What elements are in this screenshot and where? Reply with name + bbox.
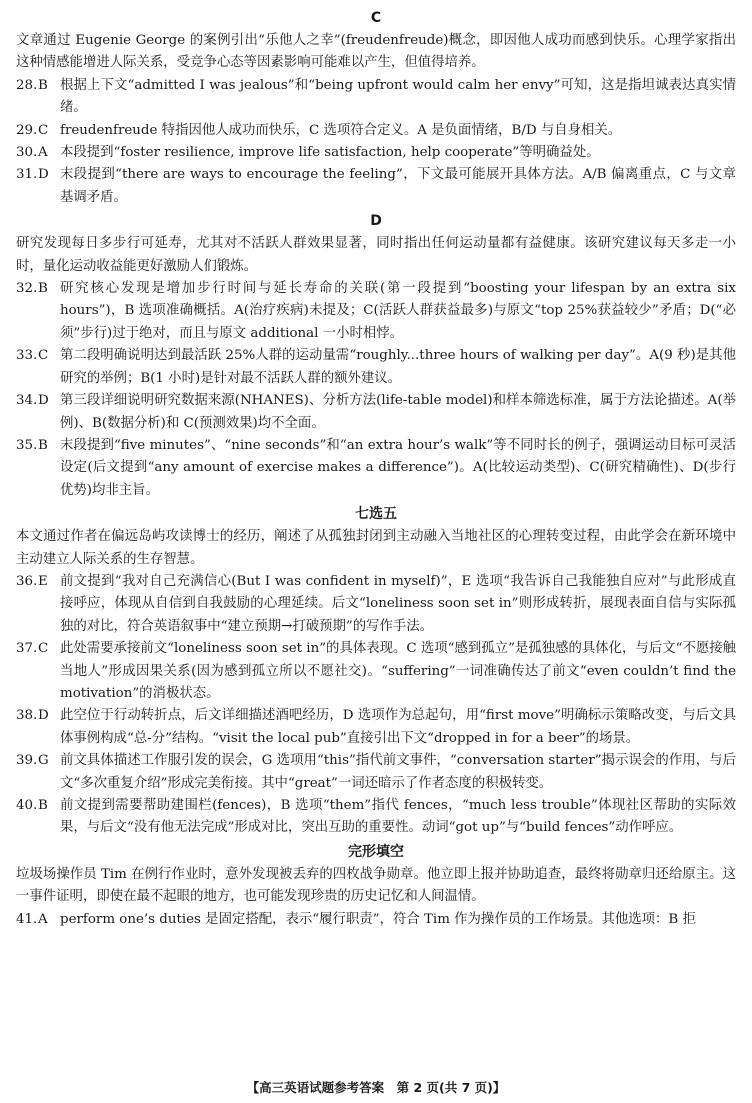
- answer-item: [16, 909, 736, 931]
- explanation-text: 前文提到“我对自己充满信心(But I was confident in myself)”，E 选项“我告诉自己我能独自应对”与此形成直接呼应，体现从自信到自我鼓励的心理延续。后文“loneliness soon set in”则形成转折，展现表面自信与实际孤独的对比，符合英语叙事中“建立预期→打破预期”的写作手法。: [60, 573, 736, 634]
- question-number: 30.: [16, 145, 38, 161]
- answer-letter: C: [38, 348, 49, 364]
- answer-letter: E: [38, 573, 48, 589]
- answer-item: [16, 638, 736, 705]
- answer-item: [16, 435, 736, 502]
- section-summary: 本文通过作者在偏远岛屿攻读博士的经历，阐述了从孤独封闭到主动融入当地社区的心理转变过程，由此学会在新环境中主动建立人际关系的生存智慧。: [16, 529, 736, 567]
- question-label: [16, 164, 60, 209]
- question-label: [16, 909, 60, 931]
- question-number: 35.: [16, 437, 38, 453]
- answer-letter: A: [38, 911, 48, 927]
- page-footer: 【高三英语试题参考答案 第 2 页(共 7 页)】: [246, 1079, 506, 1095]
- section-title: 完形填空: [348, 843, 404, 860]
- explanation-text: 此处需要承接前文“loneliness soon set in”的具体表现。C 选项“感到孤立”是孤独感的具体化，与后文“不愿接触当地人”形成因果关系(因为感到孤立所以不愿社交)。“suffering”一词准确传达了前文“even couldn’t find the motivation”的消极状态。: [60, 641, 737, 701]
- question-number: 38.: [16, 708, 38, 724]
- answer-item: [16, 571, 736, 638]
- explanation-text: 末段提到“five minutes”、“nine seconds”和“an extra hour’s walk”等不同时长的例子，强调运动目标可灵活设定(后文提到“any amount of exercise makes a difference”)。A(比较运动类型)、C(研究精确性)、D(步行优势)均非主旨。: [60, 437, 736, 498]
- question-number: 41.: [16, 911, 38, 927]
- answer-item: [16, 705, 736, 750]
- question-number: 36.: [16, 573, 38, 589]
- explanation-text: 前文具体描述工作服引发的误会，G 选项用“this”指代前文事件，“conversation starter”揭示误会的作用，与后文“多次重复介绍”形成完美衔接。其中“great”一词还暗示了作者态度的积极转变。: [60, 753, 736, 791]
- question-number: 39.: [16, 753, 38, 769]
- section-title: C: [370, 10, 382, 26]
- answer-item: [16, 75, 736, 120]
- explanation-text: 末段提到“there are ways to encourage the feeling”，下文最可能展开具体方法。A/B 偏离重点，C 与文章基调矛盾。: [60, 167, 736, 205]
- answer-item: [16, 795, 736, 840]
- question-label: [16, 750, 60, 795]
- section-summary: 研究发现每日多步行可延寿，尤其对不活跃人群效果显著，同时指出任何运动量都有益健康。该研究建议每天多走一小时，量化运动收益能更好激励人们锻炼。: [16, 236, 736, 274]
- question-number: 28.: [16, 77, 38, 93]
- explanation-text: 本段提到“foster resilience, improve life satisfaction, help cooperate”等明确益处。: [60, 145, 600, 161]
- answer-item: [16, 164, 736, 209]
- question-label: [16, 345, 60, 390]
- question-number: 34.: [16, 393, 38, 409]
- section-title: 七选五: [355, 506, 397, 523]
- question-label: [16, 638, 60, 705]
- explanation-text: 研究核心发现是增加步行时间与延长寿命的关联(第一段提到“boosting your lifespan by an extra six hours”)，B 选项准确概括。A(治疗疾病)未提及；C(活跃人群获益最多)与原文“top 25%获益较少”矛盾；D(“必须”步行)过于绝对，而且与原文 additional 一小时相悖。: [60, 281, 736, 341]
- question-number: 29.: [16, 122, 38, 138]
- explanation-text: 第三段详细说明研究数据来源(NHANES)、分析方法(life-table model)和样本筛选标准，属于方法论描述。A(举例)、B(数据分析)和 C(预测效果)均不全面。: [60, 393, 736, 431]
- answer-item: [16, 278, 736, 345]
- section-summary: 文章通过 Eugenie George 的案例引出“乐他人之幸”(freudenfreude)概念，即因他人成功而感到快乐。心理学家指出这种情感能增进人际关系，受竞争心态等因素影响可能难以产生，但值得培养。: [16, 33, 736, 71]
- answer-letter: A: [38, 145, 48, 161]
- question-label: [16, 435, 60, 502]
- explanation-text: 第二段明确说明达到最活跃 25%人群的运动量需“roughly...three hours of walking per day”。A(9 秒)是其他研究的举例；B(1 小时)是针对最不活跃人群的额外建议。: [60, 348, 736, 386]
- question-number: 31.: [16, 167, 38, 183]
- answer-letter: G: [38, 753, 49, 769]
- question-label: [16, 75, 60, 120]
- answer-letter: B: [38, 798, 48, 813]
- answer-letter: D: [38, 708, 49, 724]
- explanation-text: 根据上下文“admitted I was jealous”和“being upfront would calm her envy”可知，这是指坦诚表达真实情绪。: [60, 77, 736, 116]
- section-title: D: [370, 213, 382, 230]
- question-number: 37.: [16, 641, 38, 657]
- explanation-text: freudenfreude 特指因他人成功而快乐，C 选项符合定义。A 是负面情绪，B/D 与自身相关。: [60, 122, 622, 138]
- question-label: [16, 795, 60, 840]
- question-number: 40.: [16, 798, 38, 813]
- answer-letter: C: [38, 122, 49, 138]
- question-number: 32.: [16, 281, 38, 297]
- question-number: 33.: [16, 348, 38, 364]
- answer-letter: B: [38, 437, 48, 453]
- question-label: [16, 571, 60, 638]
- answer-letter: B: [38, 281, 48, 297]
- question-label: [16, 278, 60, 345]
- answer-letter: C: [38, 641, 49, 657]
- answer-item: [16, 345, 736, 390]
- explanation-text: 前文提到需要帮助建围栏(fences)，B 选项“them”指代 fences，“much less trouble”体现社区帮助的实际效果，与后文“没有他无法完成”形成对比，突出互助的重要性。动词“got up”与“build fences”动作呼应。: [60, 798, 736, 836]
- explanation-text: 此空位于行动转折点，后文详细描述酒吧经历，D 选项作为总起句，用“first move”明确标示策略改变，与后文具体事例构成“总-分”结构。“visit the local pub”直接引出下文“dropped in for a beer”的场景。: [60, 708, 736, 746]
- question-label: [16, 142, 60, 164]
- question-label: [16, 390, 60, 435]
- content: [16, 6, 736, 931]
- answer-item: [16, 390, 736, 435]
- question-label: [16, 705, 60, 750]
- question-label: [16, 120, 60, 142]
- section-summary: 垃圾场操作员 Tim 在例行作业时，意外发现被丢弃的四枚战争勋章。他立即上报并协助追查，最终将勋章归还给原主。这一事件证明，即使在最不起眼的地方，也可能发现珍贵的历史记忆和人间温情。: [16, 866, 736, 905]
- answer-item: [16, 120, 736, 142]
- explanation-text: perform one’s duties 是固定搭配，表示“履行职责”，符合 Tim 作为操作员的工作场景。其他选项：B 拒: [60, 911, 696, 927]
- answer-item: [16, 142, 736, 164]
- answer-letter: D: [38, 167, 49, 183]
- answer-letter: D: [38, 393, 49, 409]
- answer-item: [16, 750, 736, 795]
- answer-letter: B: [38, 77, 48, 93]
